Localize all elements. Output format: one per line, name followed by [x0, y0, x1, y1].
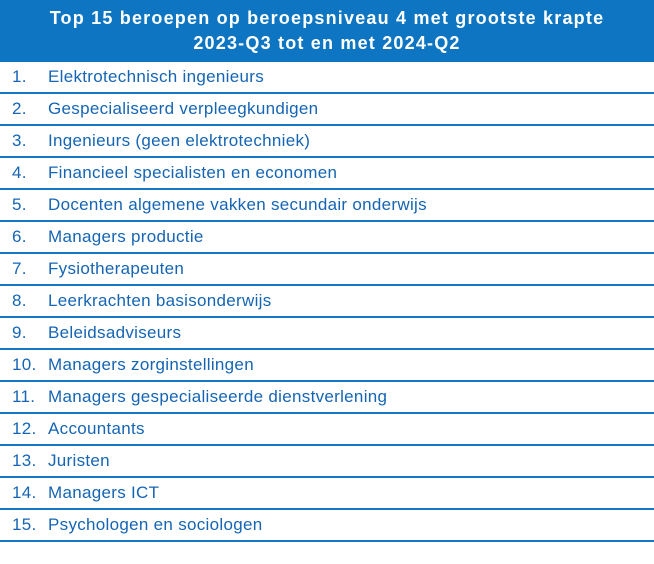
rank-number: 12. [12, 419, 37, 438]
occupation-label: Financieel specialisten en economen [48, 163, 338, 182]
table-row [0, 446, 654, 478]
table-row [0, 254, 654, 286]
occupation-label: Fysiotherapeuten [48, 259, 185, 278]
table-row [0, 414, 654, 446]
occupation-label: Gespecialiseerd verpleegkundigen [48, 99, 319, 118]
table-row [0, 478, 654, 510]
rank-number: 2. [12, 99, 27, 118]
rank-number: 10. [12, 355, 37, 374]
rank-number: 6. [12, 227, 27, 246]
occupation-label: Beleidsadviseurs [48, 323, 182, 342]
rank-number: 7. [12, 259, 27, 278]
table-row [0, 158, 654, 190]
occupation-label: Psychologen en sociologen [48, 515, 263, 534]
rank-number: 14. [12, 483, 37, 502]
table-row [0, 222, 654, 254]
table-header [0, 0, 654, 62]
rank-number: 3. [12, 131, 27, 150]
occupation-label: Leerkrachten basisonderwijs [48, 291, 272, 310]
occupation-label: Juristen [48, 451, 110, 470]
occupation-label: Managers zorginstellingen [48, 355, 254, 374]
occupation-label: Managers productie [48, 227, 204, 246]
occupation-label: Managers ICT [48, 483, 160, 502]
occupation-label: Accountants [48, 419, 145, 438]
rank-number: 15. [12, 515, 37, 534]
table-row [0, 382, 654, 414]
rank-number: 5. [12, 195, 27, 214]
rank-number: 9. [12, 323, 27, 342]
table-row [0, 62, 654, 94]
table-title: Top 15 beroepen op beroepsniveau 4 met grootste krapte [49, 8, 605, 28]
rank-number: 4. [12, 163, 27, 182]
table-period: 2023-Q3 tot en met 2024-Q2 [193, 33, 461, 53]
occupation-label: Ingenieurs (geen elektrotechniek) [48, 131, 311, 150]
table-row [0, 190, 654, 222]
rank-number: 11. [12, 387, 36, 406]
table-row [0, 94, 654, 126]
table-row [0, 350, 654, 382]
table-row [0, 286, 654, 318]
occupation-label: Docenten algemene vakken secundair onderwijs [48, 195, 427, 214]
table-row [0, 126, 654, 158]
ranking-list [0, 62, 654, 542]
occupation-label: Managers gespecialiseerde dienstverlening [48, 387, 388, 406]
table-row [0, 318, 654, 350]
occupation-label: Elektrotechnisch ingenieurs [48, 67, 264, 86]
rank-number: 13. [12, 451, 37, 470]
rank-number: 8. [12, 291, 27, 310]
rank-number: 1. [12, 67, 27, 86]
table-row [0, 510, 654, 542]
